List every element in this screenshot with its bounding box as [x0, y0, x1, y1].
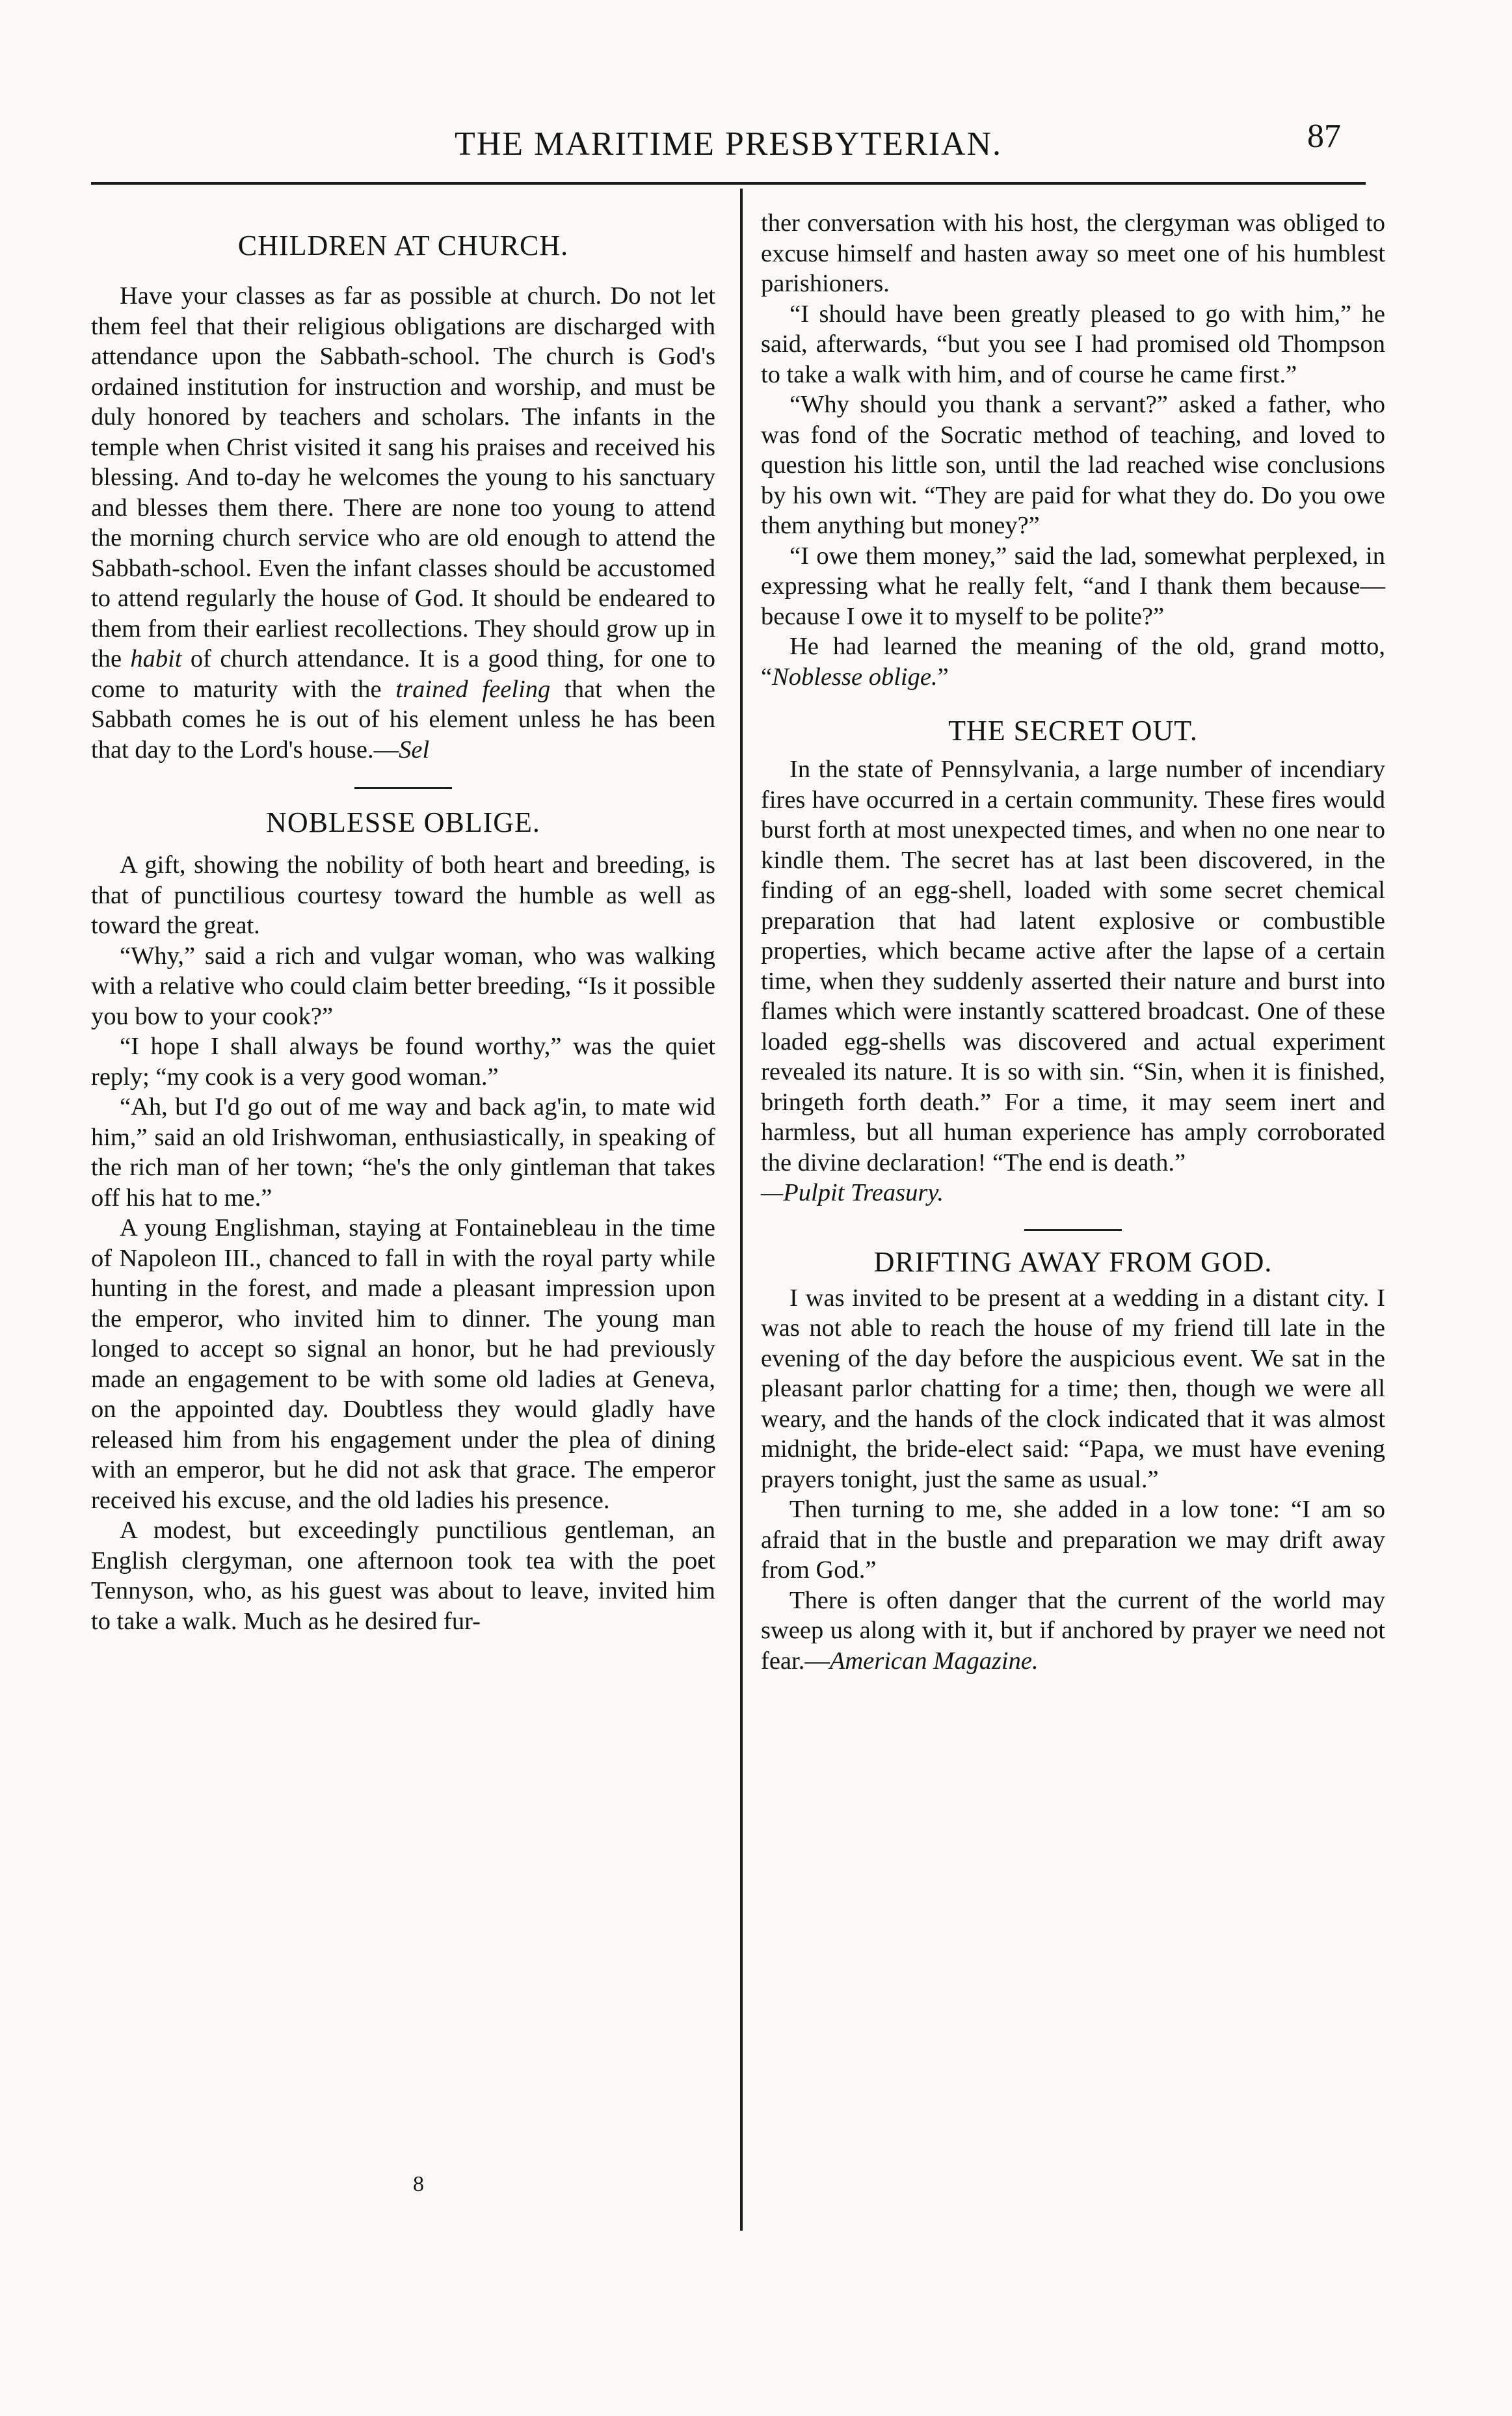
drifting-credit: American Magazine. [829, 1647, 1039, 1675]
children-text-1: Have your classes as far as possible at church. Do not let them feel that their religious obligations are discharged with attendance upon the Sabbath-school. The church is God's ordained institution for instruction and worship, and must be duly honored by teachers and scholars. The infants in the temple when Christ visited it sang his praises and received his blessing. And to-day he welcomes the young to his sanctuary and blesses them there. There are none too young to attend the morning church service who are old enough to attend the Sabbath-school. Even the infant classes should be accustomed to attend regularly the house of God. It should be endeared to them from their earliest recollections. They should grow up in the [91, 282, 715, 672]
article-title-secret-out: THE SECRET OUT. [948, 715, 1198, 747]
drifting-paragraph-2: Then turning to me, she added in a low tone: “I am so afraid that in the bustle and preparation we may drift away from God.” [761, 1496, 1385, 1584]
noblesse-paragraph-3: “I hope I shall always be found worthy,” was the quiet reply; “my cook is a very good woman.” [91, 1033, 715, 1091]
motto-close: ” [937, 663, 949, 691]
noblesse-continued-paragraph-5 [761, 631, 1385, 692]
header-rule [91, 182, 1366, 185]
emphasis-habit: habit [130, 645, 182, 672]
drifting-text: There is often danger that the current of the world may sweep us along with it, but if anchored by prayer we need not fear.— [761, 1586, 1385, 1675]
drifting-paragraph-1: I was invited to be present at a wedding in a distant city. I was not able to reach the house of my friend till late in the evening of the day before the auspicious event. We sat in the pleasant parlor chatting for a time; then, though we were all weary, and the hands of the clock indicated that it was almost midnight, the bride-elect said: “Papa, we must have evening prayers tonight, just the same as usual.” [761, 1284, 1385, 1493]
drifting-paragraph-3 [761, 1586, 1385, 1677]
noblesse-continued-paragraph-1: ther conversation with his host, the clergyman was obliged to excuse himself and hasten away so meet one of his humblest parishioners. [761, 209, 1385, 297]
column-divider [740, 189, 743, 2231]
signature-mark: 8 [413, 2172, 424, 2196]
left-column [91, 208, 715, 1636]
page-number: 87 [1307, 118, 1341, 155]
children-text-2: of church attendance. It is a good thing, for one to come to maturity with the [91, 645, 715, 703]
motto-lead: He had learned the meaning of the old, grand motto, “ [761, 633, 1385, 691]
emphasis-trained-feeling: trained feeling [395, 675, 551, 703]
children-paragraph [91, 281, 715, 765]
secret-credit: —Pulpit Treasury. [761, 1179, 944, 1206]
children-text-3: that when the Sabbath comes he is out of his element unless he has been that day to the Lord's house.— [91, 675, 715, 763]
noblesse-paragraph-1: A gift, showing the nobility of both heart and breeding, is that of punctilious courtesy toward the humble as well as toward the great. [91, 851, 715, 939]
noblesse-continued-paragraph-3: “Why should you thank a servant?” asked a father, who was fond of the Socratic method of teaching, and loved to question his little son, until the lad reached wise conclusions by his own wit. “They are paid for what they do. Do you owe them anything but money?” [761, 391, 1385, 539]
noblesse-continued-paragraph-4: “I owe them money,” said the lad, somewhat perplexed, in expressing what he really felt, “and I thank them because—because I owe it to myself to be polite?” [761, 542, 1385, 630]
page-header-title: THE MARITIME PRESBYTERIAN. [454, 126, 1003, 163]
noblesse-paragraph-5: A young Englishman, staying at Fontainebleau in the time of Napoleon III., chanced to fall in with the royal party while hunting in the forest, and made a pleasant impression upon the emperor, who invited him to dinner. The young man longed to accept so signal an honor, but he had previously made an engagement to be with some old ladies at Geneva, on the appointed day. Doubtless they would gladly have released him from his engagement under the plea of dining with an emperor, but he did not ask that grace. The emperor received his excuse, and the old ladies his presence. [91, 1214, 715, 1514]
noblesse-paragraph-2: “Why,” said a rich and vulgar woman, who was walking with a relative who could claim better breeding, “Is it possible you bow to your cook?” [91, 942, 715, 1030]
article-title-noblesse-oblige: NOBLESSE OBLIGE. [266, 806, 540, 838]
noblesse-paragraph-6: A modest, but exceedingly punctilious gentleman, an English clergyman, one afternoon took tea with the poet Tennyson, who, as his guest was about to leave, invited him to take a walk. Much as he desired fur- [91, 1517, 715, 1635]
motto-text: Noblesse oblige. [772, 663, 938, 691]
article-title-drifting-away: DRIFTING AWAY FROM GOD. [873, 1245, 1273, 1278]
right-column [761, 208, 1385, 1676]
secret-paragraph: In the state of Pennsylvania, a large number of incendiary fires have occurred in a certain community. These fires would burst forth at most unexpected times, and when no one near to kindle them. The secret has at last been discovered, in the finding of an egg-shell, loaded with some secret chemical preparation that had latent explosive or combustible properties, which became active after the lapse of a certain time, when they suddenly asserted their nature and burst into flames which were instantly scattered broadcast. One of these loaded egg-shells was discovered and actual experiment revealed its nature. It is so with sin. “Sin, when it is finished, bringeth forth death.” For a time, it may seem inert and harmless, but all human experience has amply corroborated the divine declaration! “The end is death.” [761, 756, 1385, 1176]
children-credit: Sel [399, 736, 430, 763]
noblesse-paragraph-4: “Ah, but I'd go out of me way and back ag'in, to mate wid him,” said an old Irishwoman, enthusiastically, in speaking of the rich man of her town; “he's the only gintleman that takes off his hat to me.” [91, 1093, 715, 1212]
noblesse-continued-paragraph-2: “I should have been greatly pleased to go with him,” he said, afterwards, “but you see I had promised old Thompson to take a walk with him, and of course he came first.” [761, 300, 1385, 388]
article-title-children-at-church: CHILDREN AT CHURCH. [237, 230, 569, 261]
